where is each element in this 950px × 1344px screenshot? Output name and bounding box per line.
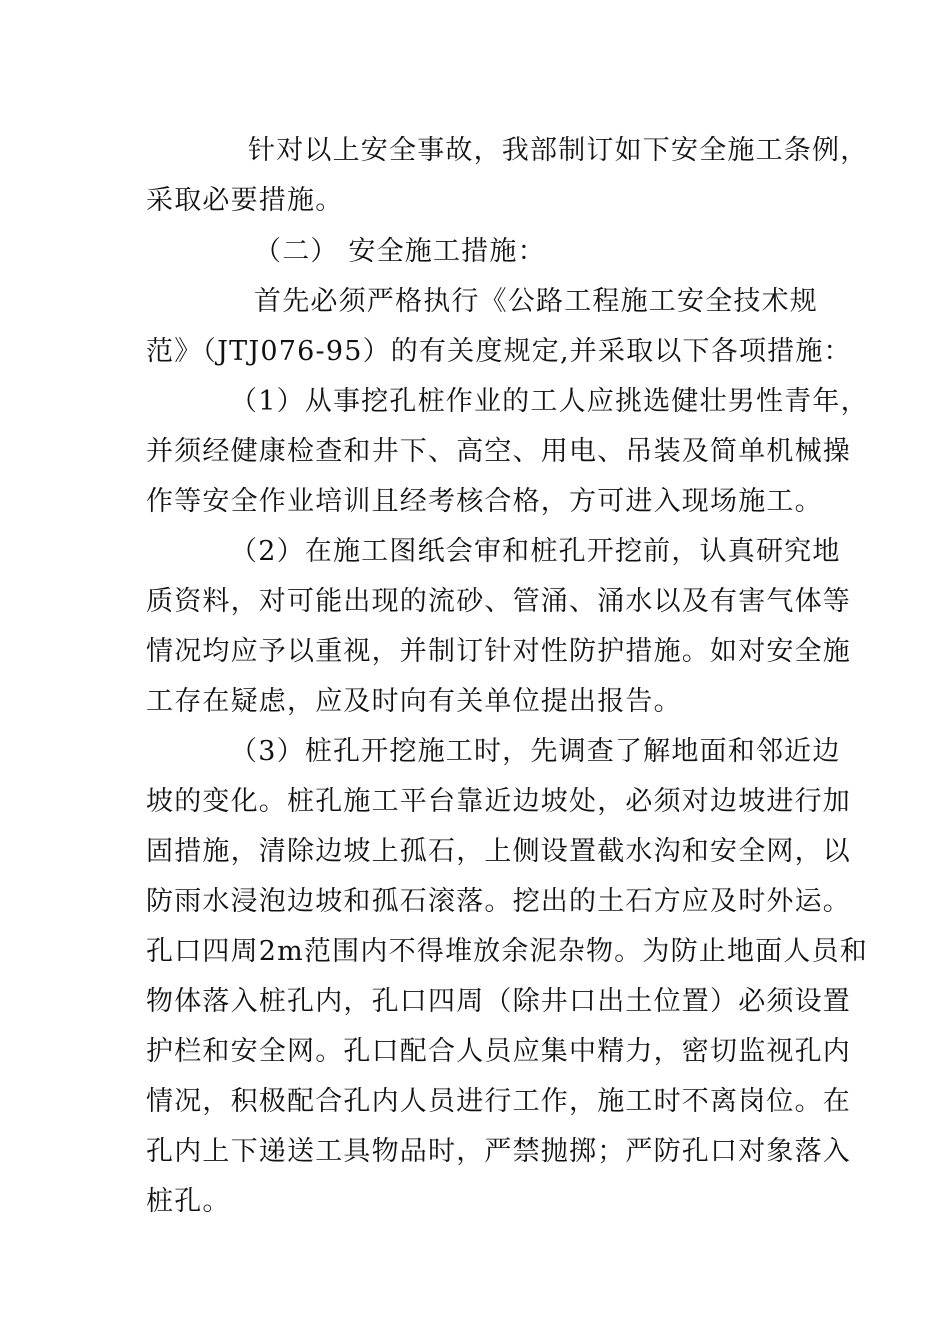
text-line-6: （1）从事挖孔桩作业的工人应挑选健壮男性青年， <box>230 386 869 417</box>
text-line-7: 并须经健康检查和井下、高空、用电、吊装及简单机械操 <box>146 436 851 467</box>
text-line-13: （3）桩孔开挖施工时，先调查了解地面和邻近边 <box>230 736 841 767</box>
text-line-18: 物体落入桩孔内，孔口四周（除井口出土位置）必须设置 <box>146 986 851 1017</box>
text-line-17: 孔口四周2m范围内不得堆放余泥杂物。为防止地面人员和 <box>146 936 868 967</box>
text-line-22: 桩孔。 <box>146 1186 231 1217</box>
text-line-21: 孔内上下递送工具物品时，严禁抛掷；严防孔口对象落入 <box>146 1136 851 1167</box>
text-line-4: 首先必须严格执行《公路工程施工安全技术规 <box>254 286 818 317</box>
text-line-1: 针对以上安全事故，我部制订如下安全施工条例， <box>248 135 869 166</box>
text-line-19: 护栏和安全网。孔口配合人员应集中精力，密切监视孔内 <box>146 1036 851 1067</box>
text-line-11: 情况均应予以重视，并制订针对性防护措施。如对安全施 <box>146 636 851 667</box>
section-heading: （二） 安全施工措施： <box>254 236 546 267</box>
text-line-8: 作等安全作业培训且经考核合格，方可进入现场施工。 <box>146 486 823 517</box>
text-line-20: 情况，积极配合孔内人员进行工作，施工时不离岗位。在 <box>146 1086 851 1117</box>
text-line-5: 范》（JTJ076-95）的有关度规定,并采取以下各项措施： <box>146 336 852 367</box>
text-line-9: （2）在施工图纸会审和桩孔开挖前，认真研究地 <box>230 536 841 567</box>
text-line-10: 质资料，对可能出现的流砂、管涌、涌水以及有害气体等 <box>146 586 851 617</box>
text-line-15: 固措施，清除边坡上孤石，上侧设置截水沟和安全网，以 <box>146 836 851 867</box>
text-line-12: 工存在疑虑，应及时向有关单位提出报告。 <box>146 686 682 717</box>
text-line-14: 坡的变化。桩孔施工平台靠近边坡处，必须对边坡进行加 <box>146 786 851 817</box>
text-line-16: 防雨水浸泡边坡和孤石滚落。挖出的土石方应及时外运。 <box>146 886 851 917</box>
text-line-2: 采取必要措施。 <box>146 185 344 216</box>
